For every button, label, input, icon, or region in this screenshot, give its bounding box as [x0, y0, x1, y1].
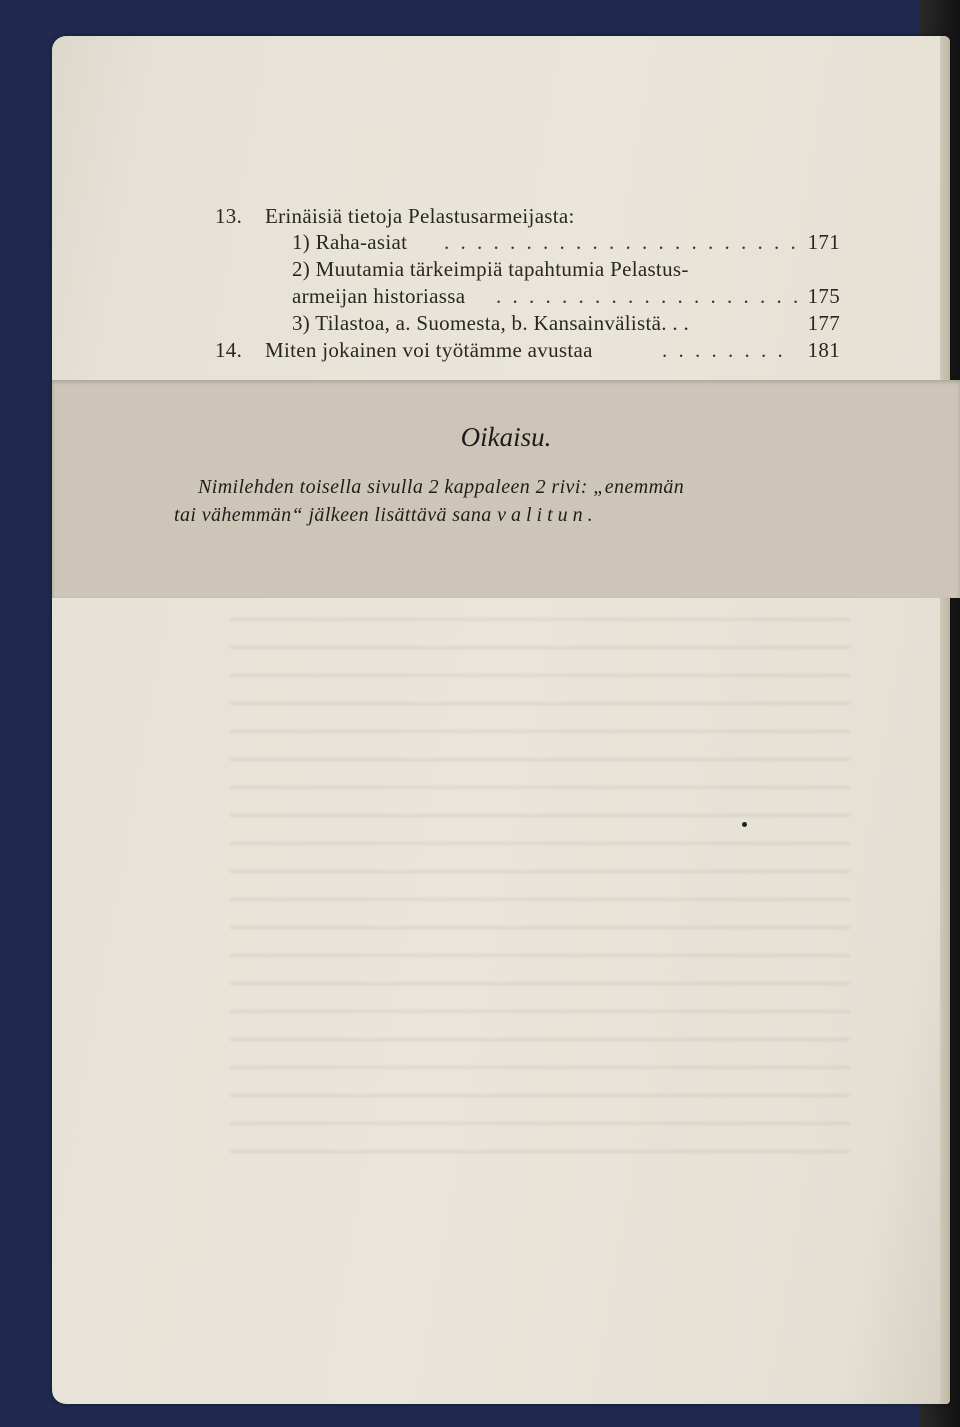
erratum-line-2 [174, 504, 598, 527]
toc-item-number: 14. [215, 338, 243, 362]
erratum-spaced-word: valitun. [497, 504, 598, 526]
ink-speck [742, 822, 747, 827]
toc-item-title: Erinäisiä tietoja Pelastusarmeijasta: [265, 204, 575, 228]
leader-dots: . . . . . . . . . . . . . . . . . . . [496, 284, 802, 308]
toc-subitem-2-cont [52, 284, 950, 314]
toc-page-number: 177 [807, 311, 840, 335]
toc-page-number: 171 [807, 230, 840, 254]
erratum-line-1: Nimilehden toisella sivulla 2 kappaleen 2 rivi: „enemmän [198, 476, 685, 498]
show-through-text [230, 600, 850, 1160]
toc-subitem-label: 3) Tilastoa, a. Suomesta, b. Kansainvälistä. . . [292, 311, 690, 335]
toc-subitem-label: 1) Raha-asiat [292, 230, 408, 254]
toc-subitem-2 [52, 257, 950, 287]
leader-dots: . . . . . . . . . . . . . . . . . . . . . . [444, 230, 799, 254]
toc-item-14 [52, 338, 950, 368]
toc-page-number: 175 [807, 284, 840, 308]
erratum-line-2-text: tai vähemmän“ jälkeen lisättävä sana [174, 504, 492, 526]
toc-subitem-3 [52, 311, 950, 341]
toc-subitem-label: 2) Muutamia tärkeimpiä tapahtumia Pelastus- [292, 257, 689, 281]
toc-subitem-1 [52, 230, 950, 260]
toc-subitem-label-cont: armeijan historiassa [292, 284, 466, 308]
erratum-title: Oikaisu. [460, 422, 552, 452]
toc-page-number: 181 [807, 338, 840, 362]
erratum-slip [52, 380, 960, 598]
toc-item-number: 13. [215, 204, 243, 228]
toc-item-title: Miten jokainen voi työtämme avustaa [265, 338, 593, 362]
leader-dots: . . . . . . . . [662, 338, 786, 362]
